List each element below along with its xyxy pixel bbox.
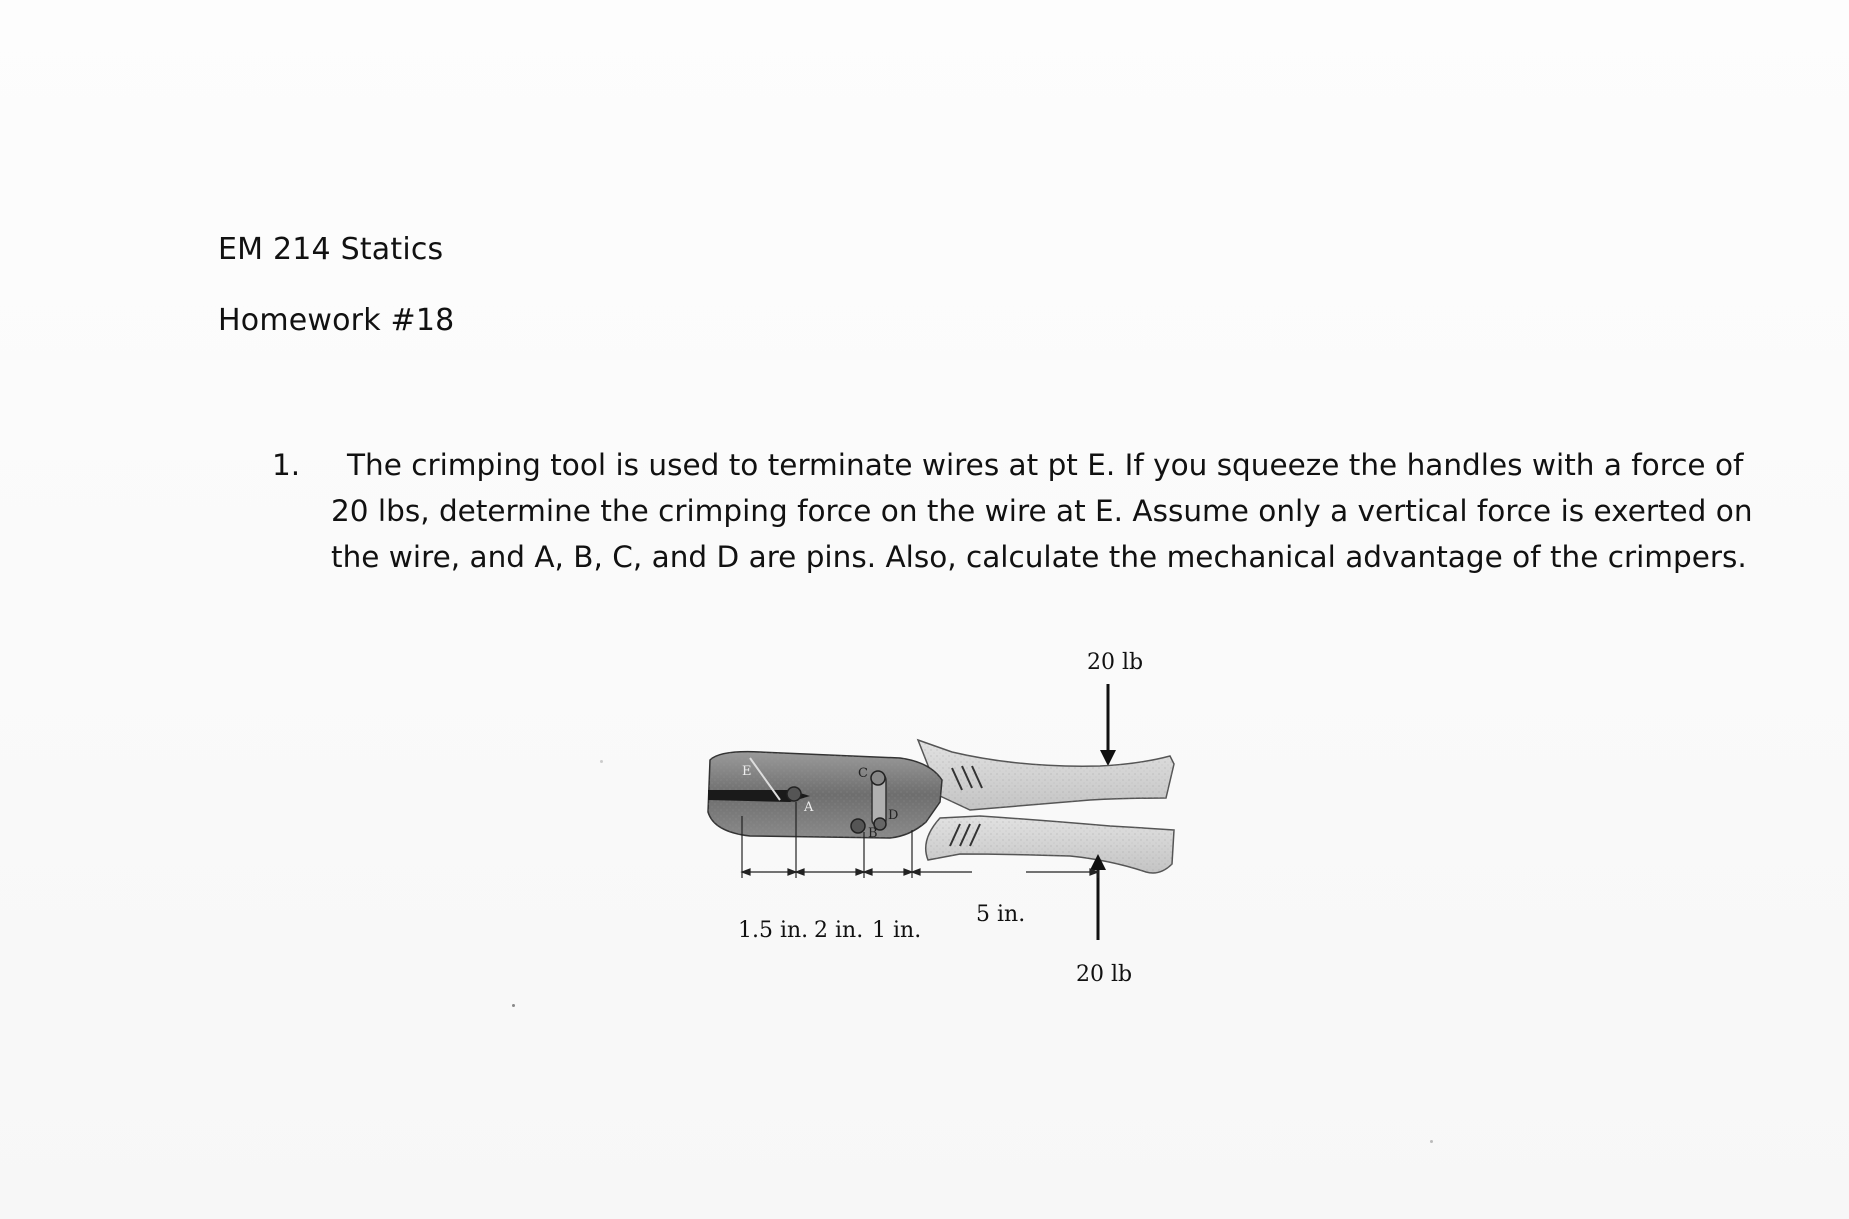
course-title: EM 214 Statics xyxy=(218,232,444,267)
pin-a xyxy=(787,787,801,801)
force-label-top: 20 lb xyxy=(1087,650,1144,675)
lower-handle xyxy=(926,816,1174,873)
scan-speck xyxy=(600,760,603,763)
crimping-tool-figure xyxy=(690,640,1210,1000)
dimension-label-2: 2 in. xyxy=(814,918,864,943)
homework-title: Homework #18 xyxy=(218,303,455,338)
scan-speck xyxy=(1430,1140,1433,1143)
problem-line-3: the wire, and A, B, C, and D are pins. Also, calculate the mechanical advantage of the crimpers. xyxy=(331,540,1747,574)
upper-handle xyxy=(918,740,1174,810)
dimension-label-4: 5 in. xyxy=(976,902,1026,927)
crimping-tool-drawing xyxy=(690,640,1210,1000)
force-label-bottom: 20 lb xyxy=(1076,962,1133,987)
dimension-label-3: 1 in. xyxy=(872,918,922,943)
problem-number: 1. xyxy=(272,448,301,482)
point-label-b: B xyxy=(868,826,878,841)
point-label-a: A xyxy=(804,800,814,815)
point-label-c: C xyxy=(858,766,868,781)
scan-speck xyxy=(512,1004,515,1007)
point-label-e: E xyxy=(742,764,752,779)
force-arrow-bottom xyxy=(1090,854,1106,940)
pin-c xyxy=(871,771,885,785)
force-arrow-top xyxy=(1100,684,1116,766)
dimension-label-1: 1.5 in. xyxy=(738,918,809,943)
problem-line-2: 20 lbs, determine the crimping force on the wire at E. Assume only a vertical force is exerted on xyxy=(331,494,1753,528)
problem-statement xyxy=(331,442,1753,580)
problem-line-1: The crimping tool is used to terminate wires at pt E. If you squeeze the handles with a force of xyxy=(347,448,1744,482)
point-label-d: D xyxy=(888,808,899,823)
pin-b xyxy=(851,819,865,833)
